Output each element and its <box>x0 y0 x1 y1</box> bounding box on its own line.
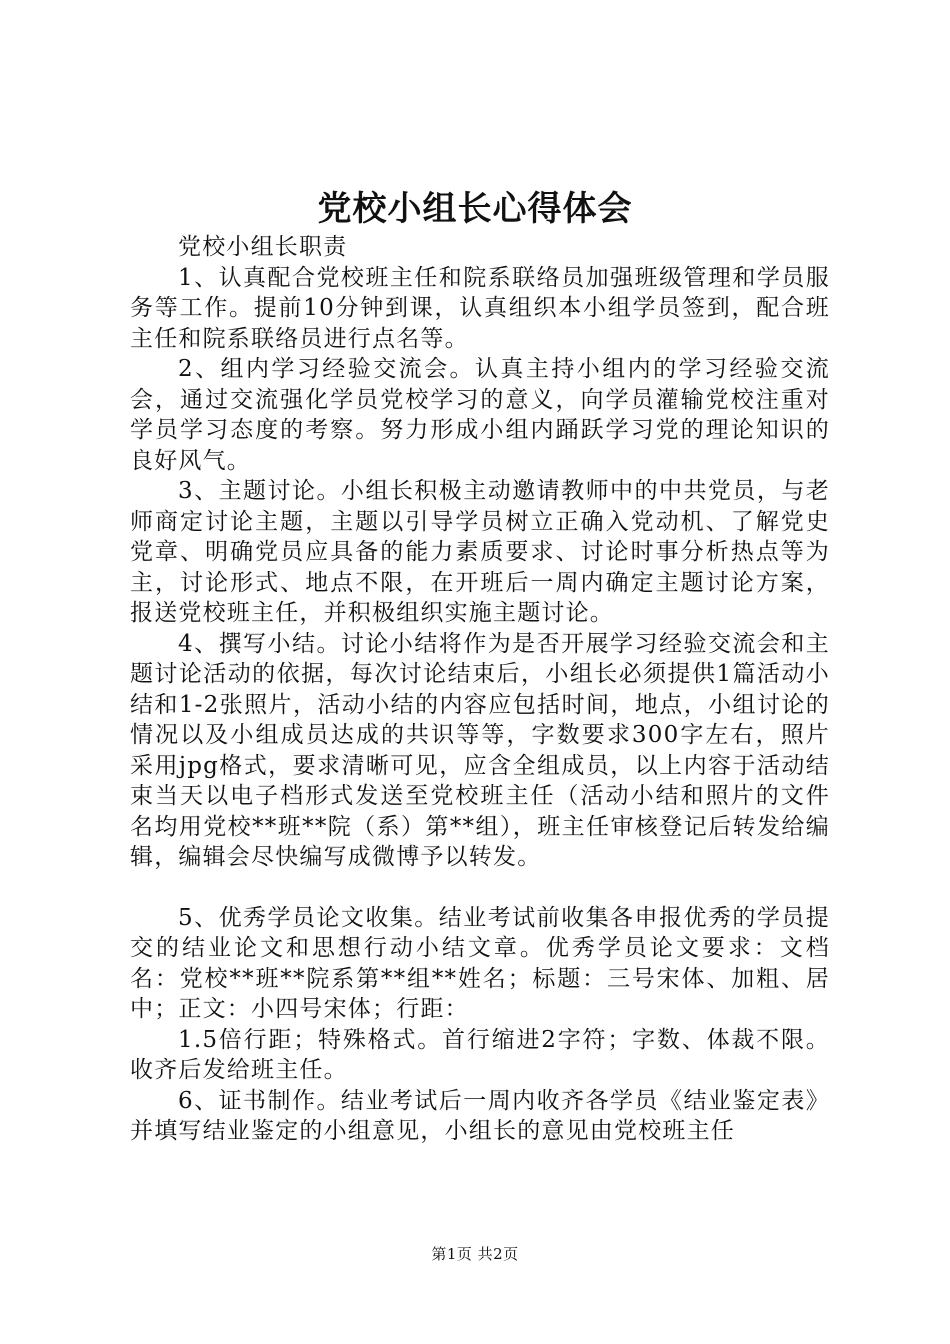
document-title: 党校小组长心得体会 <box>317 189 633 229</box>
paragraph-5: 5、优秀学员论文收集。结业考试前收集各申报优秀的学员提交的结业论文和思想行动小结文章。优秀学员论文要求：文档名：党校**班**院系第**组**姓名；标题：三号宋体、加粗、居中；正文：小四号宋体；行距： <box>130 904 830 1022</box>
paragraph-2: 2、组内学习经验交流会。认真主持小组内的学习经验交流会，通过交流强化学员党校学习的意义，向学员灌输党校注重对学员学习态度的考察。努力形成小组内踊跃学习党的理论知识的良好风气。 <box>130 356 830 474</box>
paragraph-6: 6、证书制作。结业考试后一周内收齐各学员《结业鉴定表》并填写结业鉴定的小组意见，小组长的意见由党校班主任 <box>130 1087 830 1144</box>
document-body <box>130 232 830 1147</box>
paragraph-1: 1、认真配合党校班主任和院系联络员加强班级管理和学员服务等工作。提前10分钟到课，认真组织本小组学员签到，配合班主任和院系联络员进行点名等。 <box>130 264 830 352</box>
paragraph-gap <box>130 873 830 903</box>
paragraph-3: 3、主题讨论。小组长积极主动邀请教师中的中共党员，与老师商定讨论主题，主题以引导学员树立正确入党动机、了解党史党章、明确党员应具备的能力素质要求、讨论时事分析热点等为主，讨论形式、地点不限，在开班后一周内确定主题讨论方案，报送党校班主任，并积极组织实施主题讨论。 <box>130 478 830 626</box>
paragraph-4: 4、撰写小结。讨论小结将作为是否开展学习经验交流会和主题讨论活动的依据，每次讨论结束后，小组长必须提供1篇活动小结和1-2张照片，活动小结的内容应包括时间，地点，小组讨论的情况以及小组成员达成的共识等等，字数要求300字左右，照片采用jpg格式，要求清晰可见，应含全组成员，以上内容于活动结束当天以电子档形式发送至党校班主任（活动小结和照片的文件名均用党校**班**院（系）第**组），班主任审核登记后转发给编辑，编辑会尽快编写成微博予以转发。 <box>130 630 830 870</box>
section-subheading: 党校小组长职责 <box>178 234 348 260</box>
paragraph-5-continued: 1.5倍行距；特殊格式。首行缩进2字符；字数、体裁不限。收齐后发给班主任。 <box>130 1026 830 1083</box>
page-footer: 第1页 共2页 <box>431 1245 519 1263</box>
